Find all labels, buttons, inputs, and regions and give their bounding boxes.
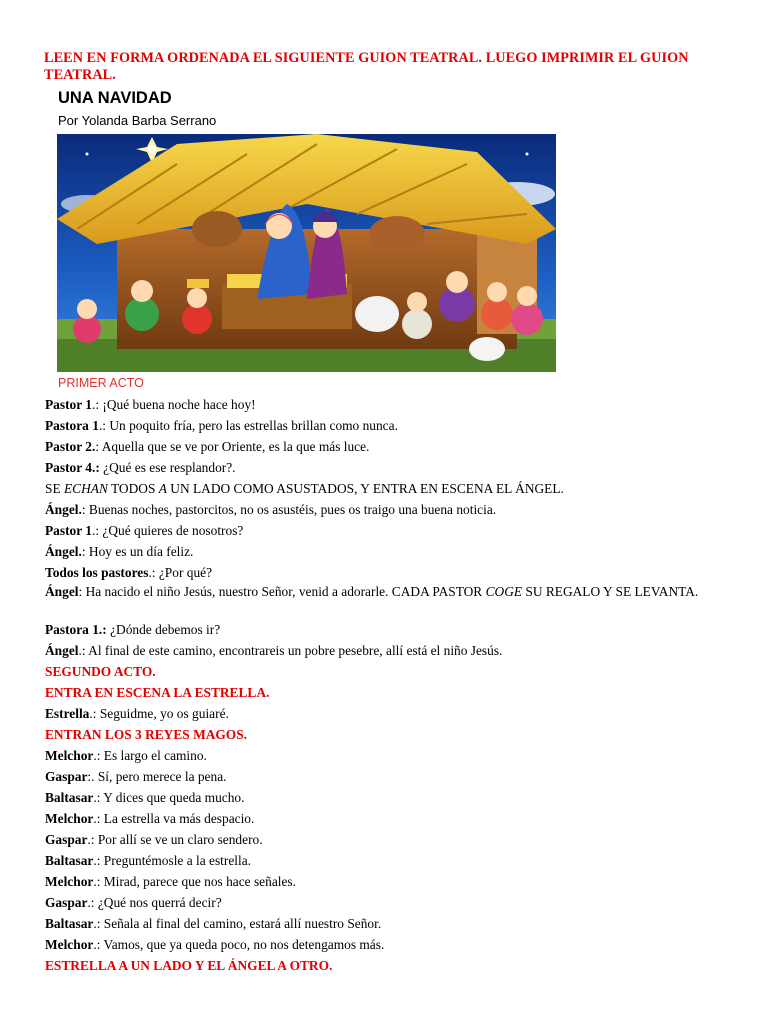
dialogue-text: ¿Qué quieres de nosotros?	[102, 523, 244, 538]
separator: .:	[148, 565, 159, 580]
speaker: Ángel	[45, 584, 79, 599]
dialogue-text: Un poquito fría, pero las estrellas brillan como nunca.	[109, 418, 398, 433]
dialogue-line	[45, 851, 723, 872]
instructions: LEEN EN FORMA ORDENADA EL SIGUIENTE GUION TEATRAL. LUEGO IMPRIMIR EL GUION TEATRAL.	[44, 50, 689, 83]
speaker: Ángel.	[45, 502, 82, 517]
separator: .:	[93, 916, 104, 931]
speaker: Gaspar	[45, 895, 88, 910]
speaker: Estrella	[45, 706, 90, 721]
dialogue-line	[45, 809, 723, 830]
separator: .:	[89, 706, 100, 721]
separator: .:	[98, 418, 110, 433]
dialogue-line	[45, 563, 723, 584]
stage-direction	[45, 479, 723, 500]
direction-italic: ECHAN	[63, 481, 108, 496]
dialogue-text: ¿Por qué?	[158, 565, 213, 580]
separator: .:	[93, 937, 104, 952]
separator: .:	[93, 748, 104, 763]
dialogue-text: ¿Dónde debemos ir?	[110, 622, 221, 637]
dialogue-line	[45, 767, 723, 788]
speaker: Pastor 2.	[45, 439, 96, 454]
script-body	[45, 395, 723, 977]
dialogue-line	[45, 830, 723, 851]
dialogue-text: ¿Qué es ese resplandor?.	[103, 460, 236, 475]
separator: .:	[92, 523, 103, 538]
direction-part: SE	[45, 481, 64, 496]
dialogue-line	[45, 542, 723, 563]
separator: .:	[93, 874, 104, 889]
separator: .:	[93, 790, 104, 805]
direction-italic: COGE	[485, 584, 523, 599]
separator: .:	[87, 895, 98, 910]
speaker: Melchor	[45, 811, 94, 826]
speaker: Baltasar	[45, 916, 94, 931]
speaker: Pastor 1	[45, 523, 92, 538]
speaker: Melchor	[45, 748, 94, 763]
speaker: Melchor	[45, 874, 94, 889]
speaker: Pastora 1.:	[45, 622, 107, 637]
dialogue-line	[45, 914, 723, 935]
dialogue-line	[45, 872, 723, 893]
dialogue-text: Seguidme, yo os guiaré.	[99, 706, 229, 721]
dialogue-text: Por allí se ve un claro sendero.	[97, 832, 263, 847]
separator: :	[81, 502, 89, 517]
speaker: Ángel	[45, 643, 79, 658]
dialogue-text: Aquella que se ve por Oriente, es la que más luce.	[101, 439, 370, 454]
speaker: Baltasar	[45, 853, 94, 868]
direction-part: TODOS	[107, 481, 159, 496]
dialogue-text: Buenas noches, pastorcitos, no os asustéis, pues os traigo una buena noticia.	[88, 502, 497, 517]
dialogue-text: Y dices que queda mucho.	[103, 790, 245, 805]
separator: .:	[87, 832, 98, 847]
dialogue-line	[45, 584, 723, 620]
separator: .:	[92, 397, 103, 412]
dialogue-line	[45, 458, 723, 479]
speaker: Pastor 4.:	[45, 460, 100, 475]
dialogue-text: SU REGALO Y SE LEVANTA.	[522, 584, 699, 599]
dialogue-text: Mirad, parece que nos hace señales.	[103, 874, 296, 889]
dialogue-line	[45, 893, 723, 914]
dialogue-text: ¡Qué buena noche hace hoy!	[102, 397, 256, 412]
speaker: Pastor 1	[45, 397, 92, 412]
dialogue-line	[45, 788, 723, 809]
dialogue-line	[45, 620, 723, 641]
separator: .:	[93, 811, 104, 826]
stage-direction: ENTRA EN ESCENA LA ESTRELLA.	[45, 685, 270, 700]
dialogue-text: La estrella va más despacio.	[103, 811, 255, 826]
speaker: Melchor	[45, 937, 94, 952]
separator: .:	[93, 853, 104, 868]
dialogue-line	[45, 500, 723, 521]
dialogue-line	[45, 395, 723, 416]
dialogue-text: ¿Qué nos querrá decir?	[97, 895, 222, 910]
dialogue-text: Sí, pero merece la pena.	[97, 769, 227, 784]
dialogue-line	[45, 746, 723, 767]
separator: .:	[78, 643, 89, 658]
dialogue-line	[45, 704, 723, 725]
separator: :	[78, 584, 86, 599]
author-line: Por Yolanda Barba Serrano	[58, 113, 217, 128]
speaker: Ángel.	[45, 544, 82, 559]
separator: :.	[87, 769, 98, 784]
act2-heading: SEGUNDO ACTO.	[45, 664, 156, 679]
dialogue-line	[45, 437, 723, 458]
dialogue-line	[45, 521, 723, 542]
nativity-scene-icon	[57, 134, 556, 372]
speaker: Baltasar	[45, 790, 94, 805]
dialogue-line	[45, 416, 723, 437]
dialogue-text: Hoy es un día feliz.	[88, 544, 194, 559]
separator: :	[81, 544, 89, 559]
speaker: Pastora 1	[45, 418, 99, 433]
speaker: Gaspar	[45, 769, 88, 784]
dialogue-line	[45, 641, 723, 662]
speaker: Todos los pastores	[45, 565, 149, 580]
dialogue-line	[45, 935, 723, 956]
play-title: UNA NAVIDAD	[58, 89, 172, 107]
dialogue-text: Vamos, que ya queda poco, no nos detengamos más.	[103, 937, 385, 952]
dialogue-text: Es largo el camino.	[103, 748, 207, 763]
dialogue-text: Al final de este camino, encontrareis un pobre pesebre, allí está el niño Jesús.	[88, 643, 503, 658]
stage-direction: ENTRAN LOS 3 REYES MAGOS.	[45, 727, 248, 742]
dialogue-text: Preguntémosle a la estrella.	[103, 853, 252, 868]
dialogue-text: Ha nacido el niño Jesús, nuestro Señor, venid a adorarle. CADA PASTOR	[85, 584, 486, 599]
separator: :	[95, 439, 102, 454]
speaker: Gaspar	[45, 832, 88, 847]
direction-part: UN LADO COMO ASUSTADOS, Y ENTRA EN ESCENA EL ÁNGEL.	[166, 481, 564, 496]
dialogue-text: Señala al final del camino, estará allí nuestro Señor.	[103, 916, 382, 931]
stage-direction: ESTRELLA A UN LADO Y EL ÁNGEL A OTRO.	[45, 958, 333, 973]
direction-italic: A	[158, 481, 167, 496]
act1-heading: PRIMER ACTO	[58, 376, 144, 390]
